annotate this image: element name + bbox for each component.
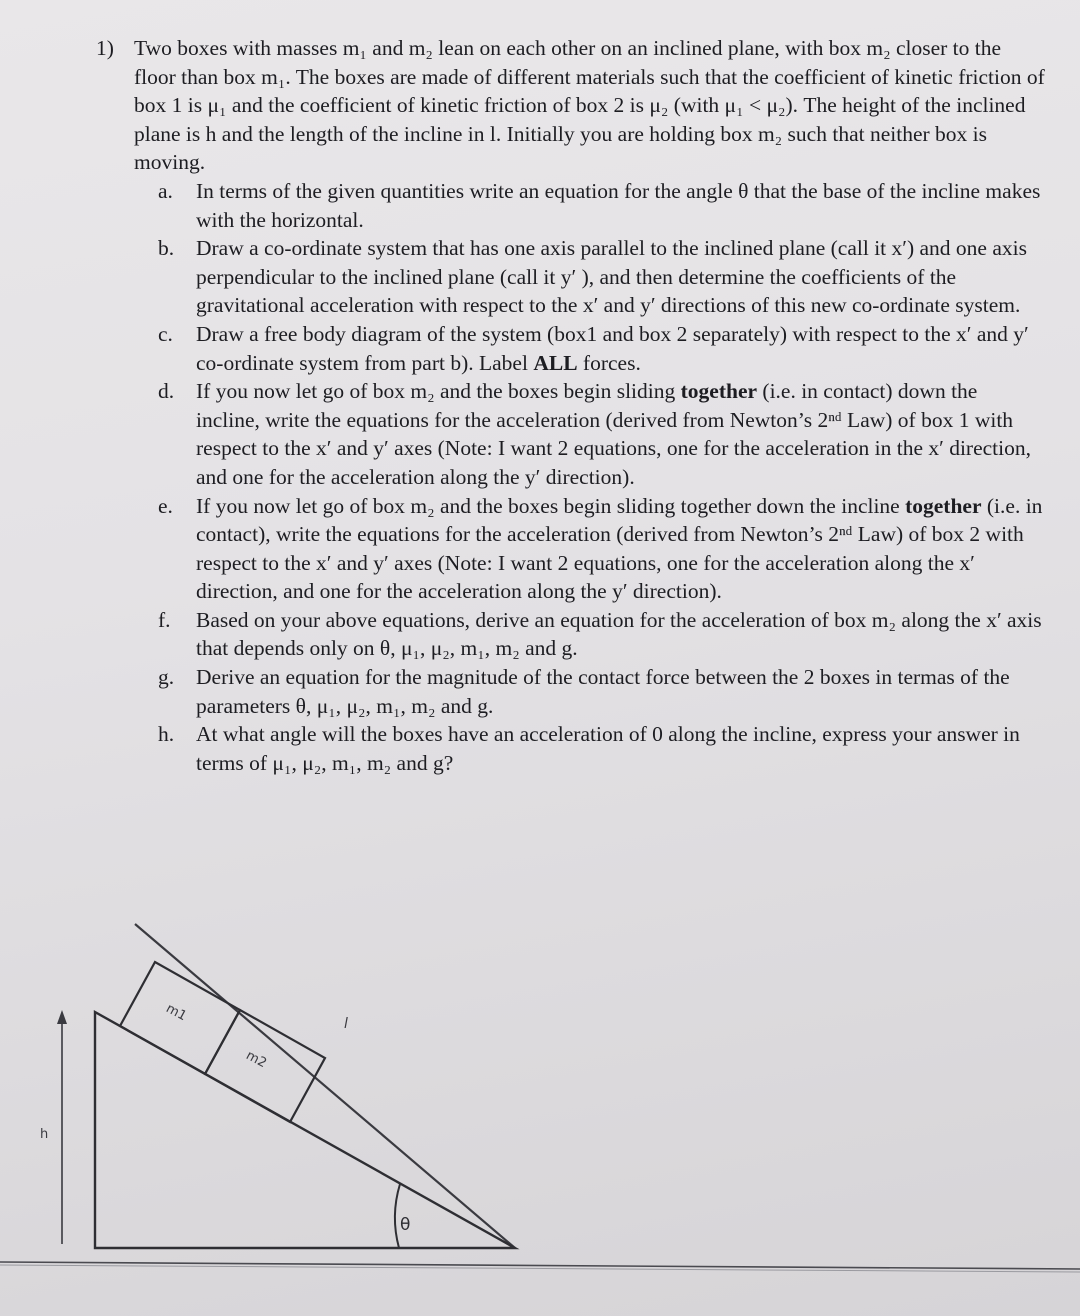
incline-guide-line — [135, 924, 515, 1248]
problem-number: 1) — [96, 36, 114, 60]
part-label: h. — [158, 722, 175, 747]
part-label: b. — [158, 236, 175, 261]
height-arrow-head — [57, 1010, 67, 1024]
part-text — [196, 492, 1046, 606]
box-m2 — [205, 1010, 325, 1122]
part-text: In terms of the given quantities write an equation for the angle θ that the base of the incline makes with the horizontal. — [196, 178, 1041, 232]
part-text: Based on your above equations, derive an equation for the acceleration of box m₂ along the x′ axis that depends only on θ, μ₁, μ₂, m₁, m₂ and g. — [196, 607, 1042, 661]
part-text: Draw a co-ordinate system that has one axis parallel to the inclined plane (call it x′) and one axis perpendicular to the inclined plane (call it y′ ), and then determine the coefficients of the gravitational acceleration with respect to the x′ and y′ directions of this new co-ordinate system. — [196, 236, 1027, 318]
page-divider — [0, 1262, 1080, 1269]
part-text-end: forces. — [577, 350, 641, 375]
part-text-end: (i.e. in contact), write the equations for the acceleration (derived from Newton’s 2ⁿᵈ Law) of box 2 with respect to the x′ and y′ axes (Note: I want 2 equations, one for the acceleration along the x′ direction, and one for the acceleration along the y′ direction). — [196, 493, 1043, 604]
part-label: f. — [158, 607, 171, 632]
part-text: Derive an equation for the magnitude of the contact force between the 2 boxes in termas of the parameters θ, μ₁, μ₂, m₁, m₂ and g. — [196, 665, 1010, 718]
problem-statement: Two boxes with masses m₁ and m₂ lean on each other on an inclined plane, with box m₂ closer to the floor than box m₁. The boxes are made of different materials such that the coefficient of kinetic friction of box 1 is μ₁ and the coefficient of kinetic friction of box 2 is μ₂ (with μ₁ < μ₂). The height of the inclined plane is h and the length of the incline in l. Initially you are holding box m₂ such that neither box is moving. — [134, 36, 1045, 175]
problem-1 — [96, 34, 1046, 777]
part-c — [158, 320, 1046, 377]
part-g — [158, 663, 1046, 720]
emphasis: together — [680, 379, 758, 404]
part-h — [158, 720, 1046, 777]
part-text-start: Draw a free body diagram of the system (box1 and box 2 separately) with respect to the x′ and y′ co-ordinate system from part b). Label — [196, 321, 1029, 375]
part-f — [158, 606, 1046, 663]
part-label: d. — [158, 379, 175, 404]
part-a — [158, 177, 1046, 234]
part-text-start: If you now let go of box m₂ and the boxes begin sliding together down the incline — [196, 493, 906, 518]
part-text — [196, 320, 1046, 377]
emphasis: ALL — [533, 350, 578, 375]
part-b — [158, 234, 1046, 320]
box-m1-label: m1 — [163, 1001, 189, 1025]
incline-diagram — [0, 900, 1080, 1316]
problem-parts — [158, 177, 1046, 777]
part-label: e. — [158, 493, 173, 518]
part-text: At what angle will the boxes have an acceleration of 0 along the incline, express your answer in terms of μ₁, μ₂, m₁, m₂ and g? — [196, 722, 1020, 775]
part-d — [158, 377, 1046, 491]
emphasis: together — [905, 493, 982, 518]
part-text-start: If you now let go of box m₂ and the boxes begin sliding — [196, 379, 681, 404]
part-label: c. — [158, 321, 173, 346]
part-label: g. — [158, 665, 175, 690]
part-label: a. — [158, 178, 173, 203]
box-m2-label: m2 — [243, 1048, 269, 1072]
part-text-end: (i.e. in contact) down the incline, write the equations for the acceleration (derived from Newton’s 2ⁿᵈ Law) of box 1 with respect to the x′ and y′ axes (Note: I want 2 equations, one for the acceleration in the x′ direction, and one for the acceleration along the y′ direction). — [196, 379, 1031, 489]
incline-length-label: l — [344, 1016, 348, 1032]
height-label: h — [40, 1127, 49, 1142]
part-text — [196, 377, 1046, 491]
part-e — [158, 492, 1046, 606]
angle-label: θ — [400, 1215, 411, 1235]
problem-intro — [96, 34, 1046, 177]
